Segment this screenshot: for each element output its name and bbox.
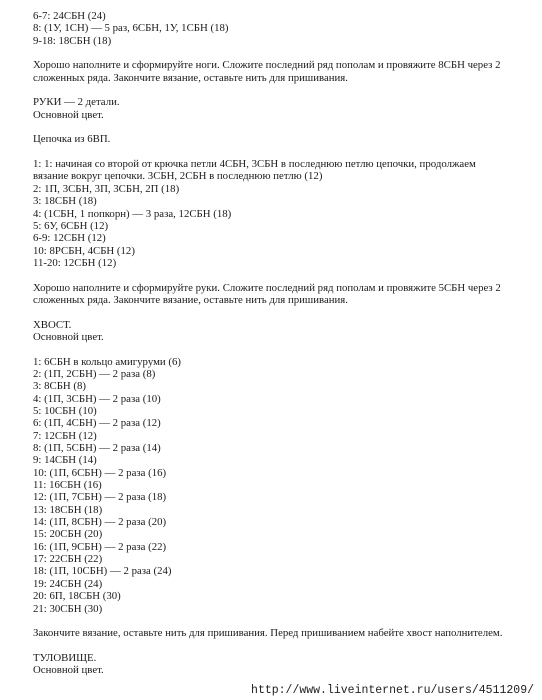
text-line: 13: 18СБН (18) — [33, 503, 103, 516]
text-line: 15: 20СБН (20) — [33, 528, 103, 541]
text-line: 10: (1П, 6СБН) — 2 раза (16) — [33, 466, 167, 479]
text-line: 17: 22СБН (22) — [33, 553, 103, 566]
text-line: ХВОСТ. — [33, 318, 72, 331]
paragraph-gap — [33, 84, 533, 96]
paragraph-gap — [33, 640, 533, 652]
text-line: 12: (1П, 7СБН) — 2 раза (18) — [33, 491, 167, 504]
text-line: 9-18: 18СБН (18) — [33, 34, 112, 47]
text-line: 21: 30СБН (30) — [33, 602, 103, 615]
text-line: 10: 8РСБН, 4СБН (12) — [33, 244, 135, 257]
paragraph-gap — [33, 343, 533, 355]
text-line: 6-9: 12СБН (12) — [33, 232, 106, 245]
text-line: Цепочка из 6ВП. — [33, 133, 111, 146]
document-page — [33, 10, 533, 677]
source-url-watermark: http://www.liveinternet.ru/users/4511209/ — [251, 684, 534, 697]
text-line: 7: 12СБН (12) — [33, 429, 97, 442]
text-line: 5: 6У, 6СБН (12) — [33, 219, 109, 232]
paragraph-gap — [33, 47, 533, 59]
text-line: 18: (1П, 10СБН) — 2 раза (24) — [33, 565, 172, 578]
text-line: 6: (1П, 4СБН) — 2 раза (12) — [33, 417, 161, 430]
text-line: 3: 18СБН (18) — [33, 195, 97, 208]
text-line: 3: 8СБН (8) — [33, 380, 86, 393]
text-line: 5: 10СБН (10) — [33, 405, 97, 417]
text-line: 1: 1: начиная со второй от крючка петли 4СБН, 3СБН в последнюю петлю цепочки, продолжаем — [33, 158, 476, 171]
text-line: сложенных ряда. Закончите вязание, оставьте нить для пришивания. — [33, 293, 348, 306]
text-line: 19: 24СБН (24) — [33, 577, 103, 590]
text-line: 9: 14СБН (14) — [33, 454, 97, 467]
text-line: 16: (1П, 9СБН) — 2 раза (22) — [33, 540, 167, 553]
text-line: Закончите вязание, оставьте нить для пришивания. Перед пришиванием набейте хвост наполнителем. — [33, 627, 503, 640]
text-line: 2: (1П, 2СБН) — 2 раза (8) — [33, 367, 156, 380]
text-line: 1: 6СБН в кольцо амигуруми (6) — [33, 355, 181, 368]
text-line: 4: (1П, 3СБН) — 2 раза (10) — [33, 392, 161, 405]
text-line: РУКИ — 2 детали. — [33, 96, 120, 109]
text-line: 11: 16СБН (16) — [33, 479, 102, 492]
text-line: 11-20: 12СБН (12) — [33, 256, 117, 269]
paragraph-gap — [33, 306, 533, 318]
text-line: 2: 1П, 3СБН, 3П, 3СБН, 2П (18) — [33, 182, 180, 195]
paragraph-gap — [33, 121, 533, 133]
text-line: 8: (1У, 1СН) — 5 раз, 6СБН, 1У, 1СБН (18) — [33, 22, 229, 35]
text-line: 14: (1П, 8СБН) — 2 раза (20) — [33, 516, 167, 529]
text-line: Основной цвет. — [33, 330, 104, 343]
text-line: 8: (1П, 5СБН) — 2 раза (14) — [33, 442, 161, 455]
paragraph-gap — [33, 269, 533, 281]
text-line: Хорошо наполните и сформируйте ноги. Сложите последний ряд пополам и провяжите 8СБН через 2 — [33, 59, 501, 72]
text-line: ТУЛОВИЩЕ. — [33, 651, 97, 664]
text-line: Хорошо наполните и сформируйте руки. Сложите последний ряд пополам и провяжите 5СБН через 2 — [33, 281, 501, 294]
text-line: вязание вокруг цепочки. 3СБН, 2СБН в последнюю петлю (12) — [33, 170, 323, 183]
text-line: 4: (1СБН, 1 попкорн) — 3 раза, 12СБН (18) — [33, 207, 232, 220]
text-line: 6-7: 24СБН (24) — [33, 10, 106, 22]
paragraph-gap — [33, 615, 533, 627]
text-line: сложенных ряда. Закончите вязание, оставьте нить для пришивания. — [33, 71, 348, 84]
text-line: Основной цвет. — [33, 108, 104, 121]
text-line: Основной цвет. — [33, 664, 104, 677]
paragraph-gap — [33, 146, 533, 158]
text-line: 20: 6П, 18СБН (30) — [33, 590, 121, 603]
